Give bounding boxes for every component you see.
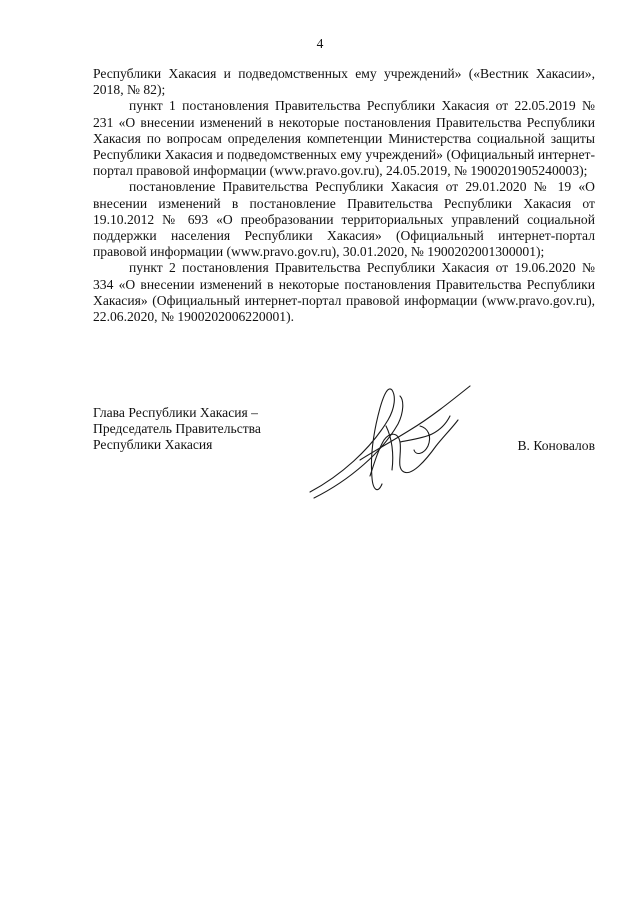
- paragraph: пункт 2 постановления Правительства Республики Хакасия от 19.06.2020 № 334 «О внесении изменений в некоторые постановления Правительства Республики Хакасия» (Официальный интернет-портал правовой информации (www.pravo.gov.ru), 22.06.2020, № 1900202006220001).: [93, 260, 595, 325]
- paragraph: пункт 1 постановления Правительства Республики Хакасия от 22.05.2019 № 231 «О внесении изменений в некоторые постановления Правительства Республики Хакасия по вопросам определения компетенции Министерства социальной защиты Республики Хакасия и подведомственных ему учреждений» (Официальный интернет-портал правовой информации (www.pravo.gov.ru), 24.05.2019, № 1900201905240003);: [93, 98, 595, 179]
- handwritten-signature: [300, 380, 480, 510]
- page-number: 4: [316, 36, 324, 51]
- signatory-title-line: Председатель Правительства: [93, 421, 261, 437]
- paragraph: постановление Правительства Республики Хакасия от 29.01.2020 № 19 «О внесении изменений в постановление Правительства Республики Хакасия от 19.10.2012 № 693 «О преобразовании территориальных управлений социальной поддержки населения Республики Хакасия» (Официальный интернет-портал правовой информации (www.pravo.gov.ru), 30.01.2020, № 1900202001300001);: [93, 179, 595, 260]
- document-body: [93, 66, 595, 325]
- paragraph: Республики Хакасия и подведомственных ему учреждений» («Вестник Хакасии», 2018, № 82);: [93, 66, 595, 98]
- signatory-title-line: Республики Хакасия: [93, 437, 213, 453]
- signatory-title: [93, 405, 261, 454]
- signatory-name: В. Коновалов: [517, 438, 595, 453]
- signatory-title-line: Глава Республики Хакасия –: [93, 405, 258, 420]
